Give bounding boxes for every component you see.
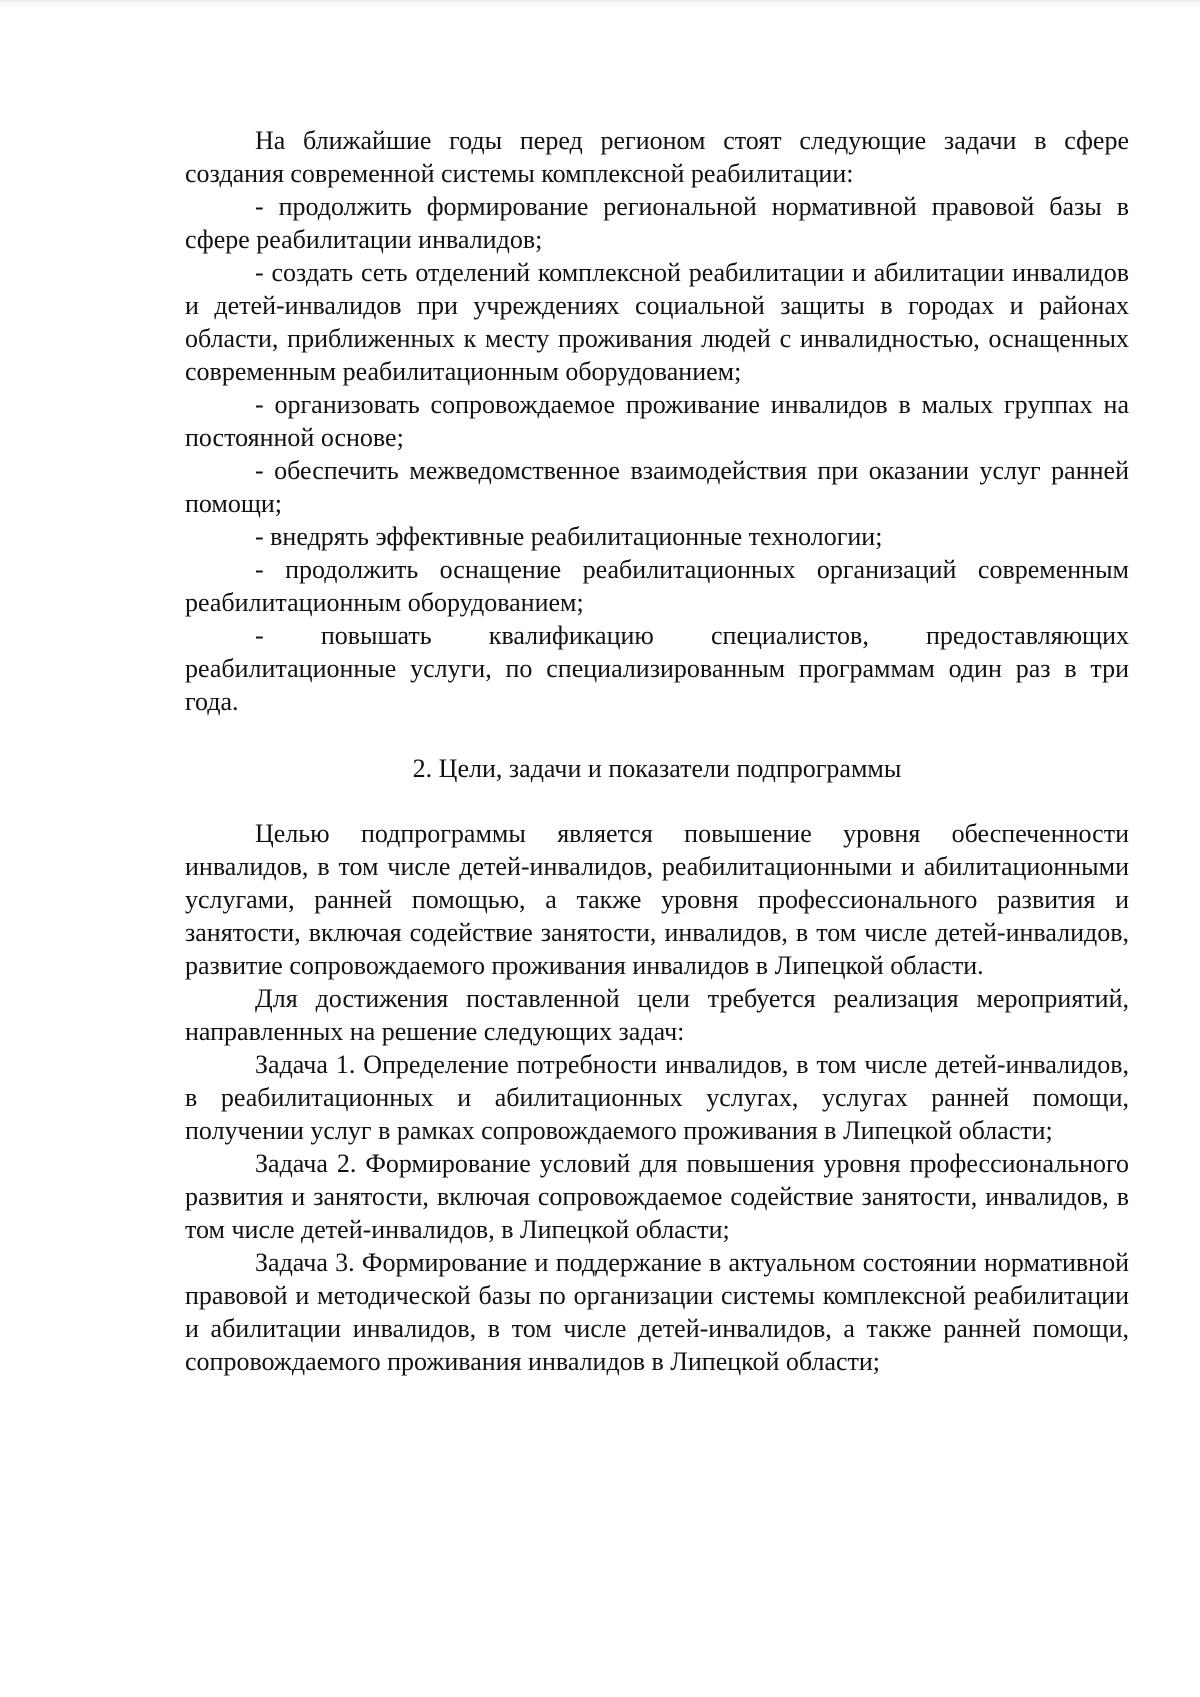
task-item: Задача 1. Определение потребности инвалидов, в том числе детей-инвалидов, в реабилитационных и абилитационных услугах, услугах ранней помощи, получении услуг в рамках сопровождаемого проживания в Липецкой области; (185, 1050, 1129, 1145)
scan-top-edge (0, 0, 1200, 10)
intro-item: - организовать сопровождаемое проживание инвалидов в малых группах на постоянной основе; (185, 390, 1129, 452)
intro-item: - обеспечить межведомственное взаимодействия при оказании услуг ранней помощи; (185, 456, 1129, 518)
goal-paragraph: Целью подпрограммы является повышение уровня обеспеченности инвалидов, в том числе детей-инвалидов, реабилитационными и абилитационными услугами, ранней помощью, а также уровня профессионального развития и занятости, включая содействие занятости, инвалидов, в том числе детей-инвалидов, развитие сопровождаемого проживания инвалидов в Липецкой области. (185, 819, 1129, 980)
intro-item: - продолжить оснащение реабилитационных организаций современным реабилитационным оборудованием; (185, 555, 1129, 617)
intro-item: - продолжить формирование региональной нормативной правовой базы в сфере реабилитации инвалидов; (185, 192, 1129, 254)
section-heading: 2. Цели, задачи и показатели подпрограммы (412, 754, 902, 783)
task-item: Задача 2. Формирование условий для повышения уровня профессионального развития и занятости, включая сопровождаемое содействие занятости, инвалидов, в том числе детей-инвалидов, в Липецкой области; (185, 1149, 1129, 1244)
intro-item: - внедрять эффективные реабилитационные технологии; (255, 522, 883, 551)
document-page (185, 124, 1129, 1378)
intro-item: - создать сеть отделений комплексной реабилитации и абилитации инвалидов и детей-инвалидов при учреждениях социальной защиты в городах и районах области, приближенных к месту проживания людей с инвалидностью, оснащенных современным реабилитационным оборудованием; (185, 258, 1129, 386)
tasks-lead: Для достижения поставленной цели требуется реализация мероприятий, направленных на решение следующих задач: (185, 984, 1129, 1046)
task-item: Задача 3. Формирование и поддержание в актуальном состоянии нормативной правовой и методической базы по организации системы комплексной реабилитации и абилитации инвалидов, в том числе детей-инвалидов, а также ранней помощи, сопровождаемого проживания инвалидов в Липецкой области; (185, 1248, 1129, 1376)
intro-item: - повышать квалификацию специалистов, предоставляющих реабилитационные услуги, по специализированным программам один раз в три года. (185, 621, 1129, 716)
intro-paragraph: На ближайшие годы перед регионом стоят следующие задачи в сфере создания современной системы комплексной реабилитации: (185, 126, 1129, 188)
